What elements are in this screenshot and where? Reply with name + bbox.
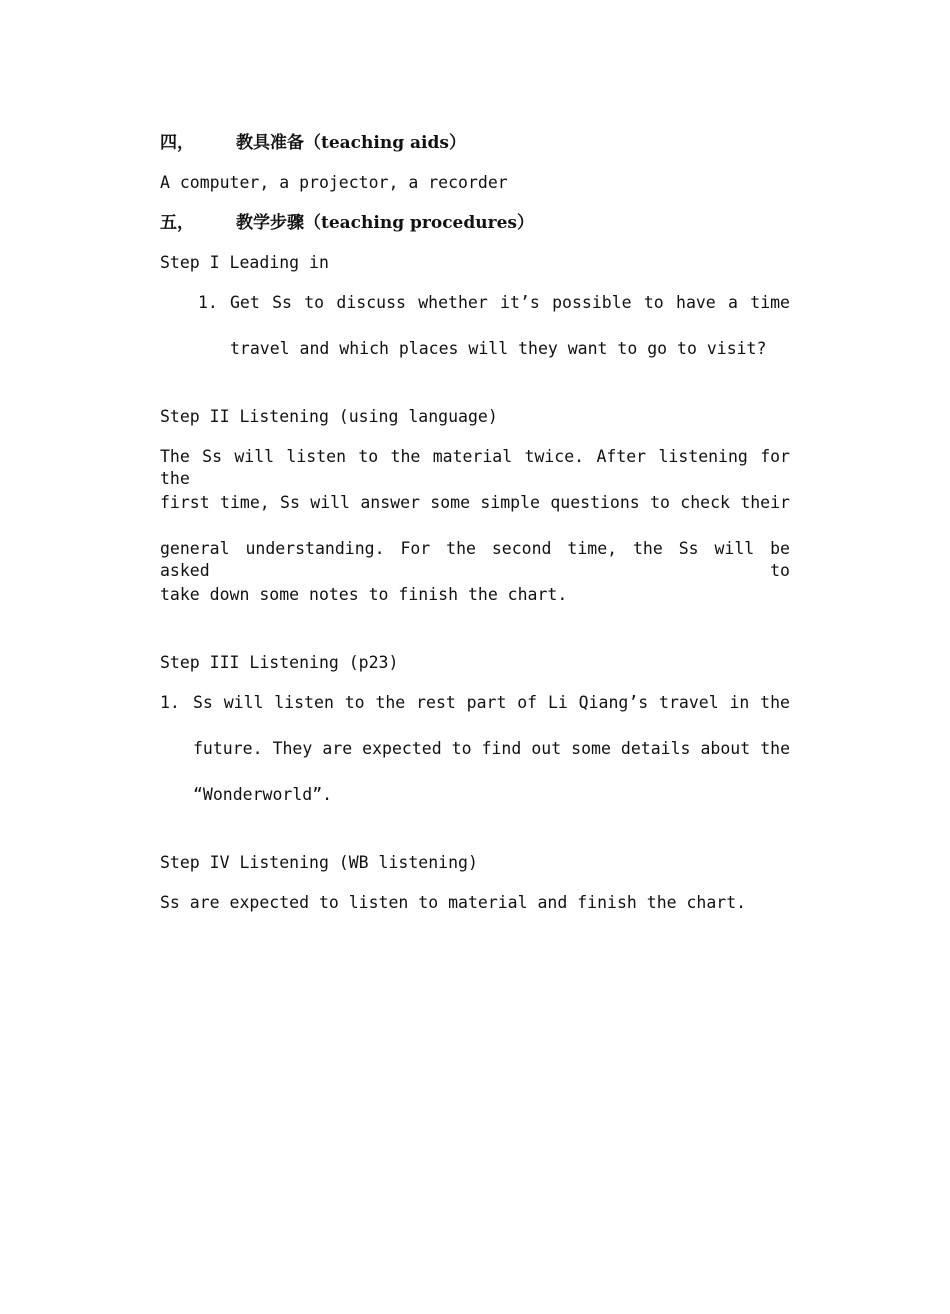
- step-four-paragraph: Ss are expected to listen to material and finish the chart.: [160, 893, 747, 912]
- step-three-title: Step III Listening (p23): [160, 653, 399, 672]
- step-three-item-marker: 1.: [160, 693, 180, 712]
- step-two-paragraph-line-3: general understanding. For the second time, the Ss will be asked to: [160, 539, 790, 580]
- step-one-item-line-2: travel and which places will they want to go to visit?: [230, 339, 767, 358]
- step-one-item-line-1: Get Ss to discuss whether it’s possible to have a time: [230, 293, 790, 312]
- step-three-item-line-2: future. They are expected to find out some details about the: [193, 739, 790, 758]
- section-four-heading: [160, 132, 466, 154]
- step-two-paragraph-line-2: first time, Ss will answer some simple questions to check their: [160, 493, 790, 512]
- section-five-title: 教学步骤（teaching procedures）: [236, 213, 534, 233]
- section-five-number: 五，: [160, 213, 194, 233]
- section-five-heading: [160, 212, 534, 234]
- step-two-paragraph-line-4: take down some notes to finish the chart.: [160, 585, 568, 604]
- step-three-item-line-3: “Wonderworld”.: [193, 785, 333, 804]
- step-four-title: Step IV Listening (WB listening): [160, 853, 478, 872]
- step-two-title: Step II Listening (using language): [160, 407, 498, 426]
- step-one-title: Step I Leading in: [160, 253, 329, 272]
- step-three-item-line-1: Ss will listen to the rest part of Li Qiang’s travel in the: [193, 693, 790, 712]
- section-four-title: 教具准备（teaching aids）: [236, 133, 466, 153]
- step-one-item-marker: 1.: [198, 293, 218, 312]
- section-four-number: 四，: [160, 133, 194, 153]
- step-two-paragraph-line-1: The Ss will listen to the material twice. After listening for the: [160, 447, 790, 488]
- teaching-aids-content: A computer, a projector, a recorder: [160, 173, 508, 192]
